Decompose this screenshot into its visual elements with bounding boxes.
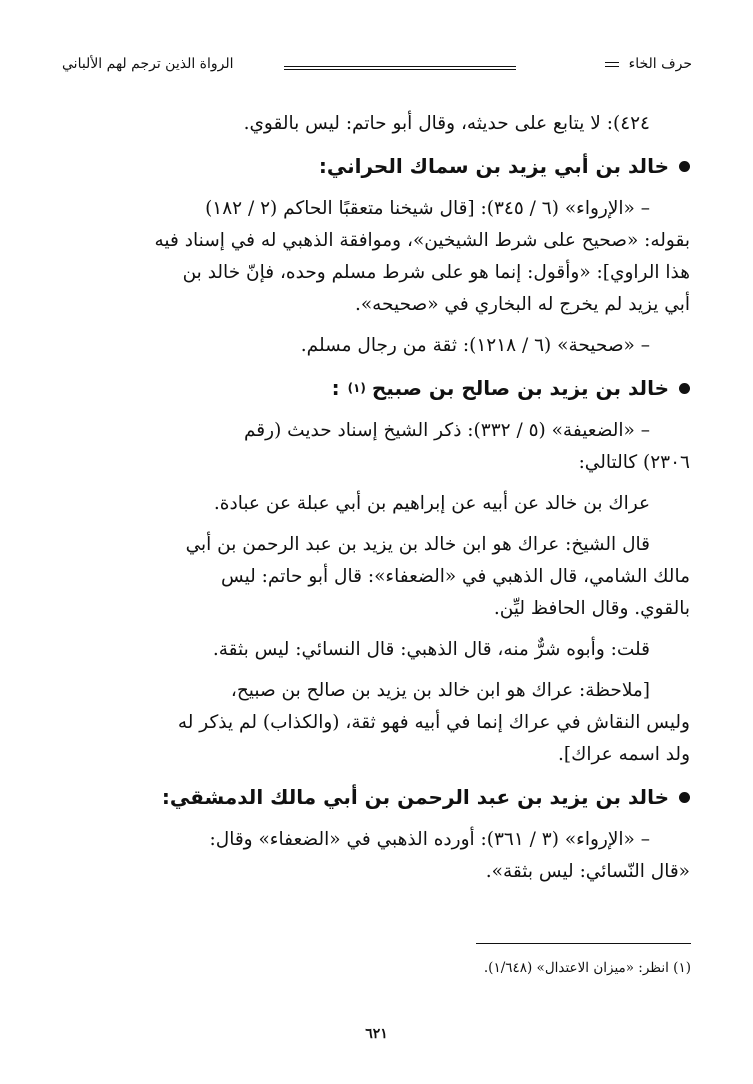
footnote: (١) انظر: «ميزان الاعتدال» (١/٦٤٨).: [483, 960, 691, 976]
entry-line: بقوله: «صحيح على شرط الشيخين»، وموافقة الذهبي له في إسناد فيه: [154, 230, 690, 251]
entry-line: – «الإرواء» (٦ / ٣٤٥): [قال شيخنا متعقبًا الحاكم (٢ / ١٨٢): [205, 198, 650, 219]
header-chapter-group: [605, 56, 692, 72]
bullet-icon: [679, 383, 690, 394]
entry-line: «قال النّسائي: ليس بثقة».: [485, 861, 690, 882]
header-chapter: حرف الخاء: [628, 56, 692, 72]
isnad-chain: عراك بن خالد عن أبيه عن إبراهيم بن أبي عبلة عن عبادة.: [213, 493, 650, 514]
sheikh-comment: [76, 529, 690, 625]
entry-heading: [76, 780, 690, 814]
entry-paragraph: [76, 824, 690, 888]
entry-line: هذا الراوي]: «وأقول: إنما هو على شرط مسلم وحده، فإنّ خالد بن: [182, 262, 690, 283]
footnote-separator: [476, 943, 691, 944]
entry-heading: [76, 149, 690, 183]
entry-heading: خالد بن يزيد بن صالح بن صبيح (١) :: [76, 371, 690, 405]
header-book-title: الرواة الذين ترجم لهم الألباني: [62, 56, 234, 72]
entry-line: بالقوي. وقال الحافظ ليِّن.: [493, 598, 690, 619]
entry-paragraph: [76, 193, 690, 321]
note-paragraph: [76, 675, 690, 771]
running-header: [62, 56, 692, 80]
entry-line: [ملاحظة: عراك هو ابن خالد بن يزيد بن صالح بن صبيح،: [230, 680, 650, 701]
entry-heading-tail: :: [331, 376, 340, 400]
entry-line: قال الشيخ: عراك هو ابن خالد بن يزيد بن عبد الرحمن بن أبي: [185, 534, 650, 555]
header-double-rule-mark: [605, 62, 619, 67]
continuation-line: ٤٢٤): لا يتابع على حديثه، وقال أبو حاتم: ليس بالقوي.: [243, 113, 650, 134]
page-body: [76, 108, 690, 897]
bullet-icon: [679, 161, 690, 172]
entry-heading-text: خالد بن أبي يزيد بن سماك الحراني:: [318, 154, 669, 178]
entry-line: وليس النقاش في عراك إنما في أبيه فهو ثقة، (والكذاب) لم يذكر له: [177, 712, 690, 733]
entry-line: أبي يزيد لم يخرج له البخاري في «صحيحه».: [354, 294, 690, 315]
page-number: ٦٢١: [365, 1026, 388, 1042]
entry-heading-text: خالد بن يزيد بن صالح بن صبيح: [371, 376, 669, 400]
header-double-rule: [284, 66, 516, 70]
entry-line: – «الضعيفة» (٥ / ٣٣٢): ذكر الشيخ إسناد حديث (رقم: [243, 420, 650, 441]
entry-line: مالك الشامي، قال الذهبي في «الضعفاء»: قال أبو حاتم: ليس: [221, 566, 690, 587]
entry-line: – «صحيحة» (٦ / ١٢١٨): ثقة من رجال مسلم.: [300, 335, 650, 356]
entry-paragraph: [76, 415, 690, 479]
entry-heading-text: خالد بن يزيد بن عبد الرحمن بن أبي مالك الدمشقي:: [161, 785, 669, 809]
entry-line: ولد اسمه عراك].: [557, 744, 690, 765]
entry-line: ٢٣٠٦) كالتالي:: [578, 452, 690, 473]
bullet-icon: [679, 792, 690, 803]
qultu-line: قلت: وأبوه شرٌّ منه، قال الذهبي: قال النسائي: ليس بثقة.: [212, 639, 650, 660]
entry-line: – «الإرواء» (٣ / ٣٦١): أورده الذهبي في «الضعفاء» وقال:: [209, 829, 650, 850]
